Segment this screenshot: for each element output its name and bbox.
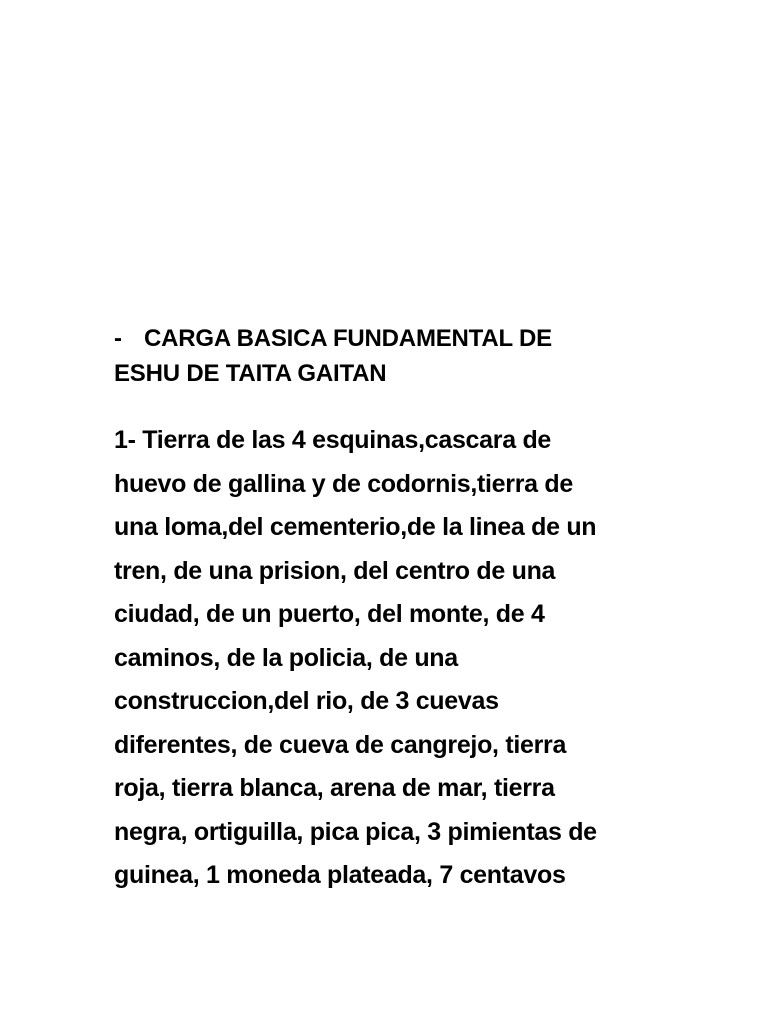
body-line-11: guinea, 1 moneda plateada, 7 centavos bbox=[114, 861, 566, 889]
body-line-7: construccion,del rio, de 3 cuevas bbox=[114, 687, 499, 715]
heading-dash: - bbox=[114, 325, 122, 352]
body-line-8: diferentes, de cueva de cangrejo, tierra bbox=[114, 730, 567, 759]
heading-line-1 bbox=[114, 321, 674, 356]
body-line-4: tren, de una prision, del centro de una bbox=[114, 556, 556, 585]
body-line-9: roja, tierra blanca, arena de mar, tierra bbox=[114, 774, 555, 802]
body-line-1: 1- Tierra de las 4 esquinas,cascara de bbox=[114, 426, 552, 454]
heading-text-1: CARGA BASICA FUNDAMENTAL DE bbox=[144, 325, 552, 352]
heading-line-2: ESHU DE TAITA GAITAN bbox=[114, 360, 387, 387]
body-line-2: huevo de gallina y de codornis,tierra de bbox=[114, 469, 573, 498]
body-line-5: ciudad, de un puerto, del monte, de 4 bbox=[114, 600, 545, 628]
body-line-10: negra, ortiguilla, pica pica, 3 pimientas de bbox=[114, 817, 597, 846]
body-line-6: caminos, de la policia, de una bbox=[114, 643, 458, 672]
document-heading bbox=[114, 321, 674, 391]
document-body bbox=[114, 419, 674, 898]
body-line-3: una loma,del cementerio,de la linea de un bbox=[114, 513, 597, 541]
